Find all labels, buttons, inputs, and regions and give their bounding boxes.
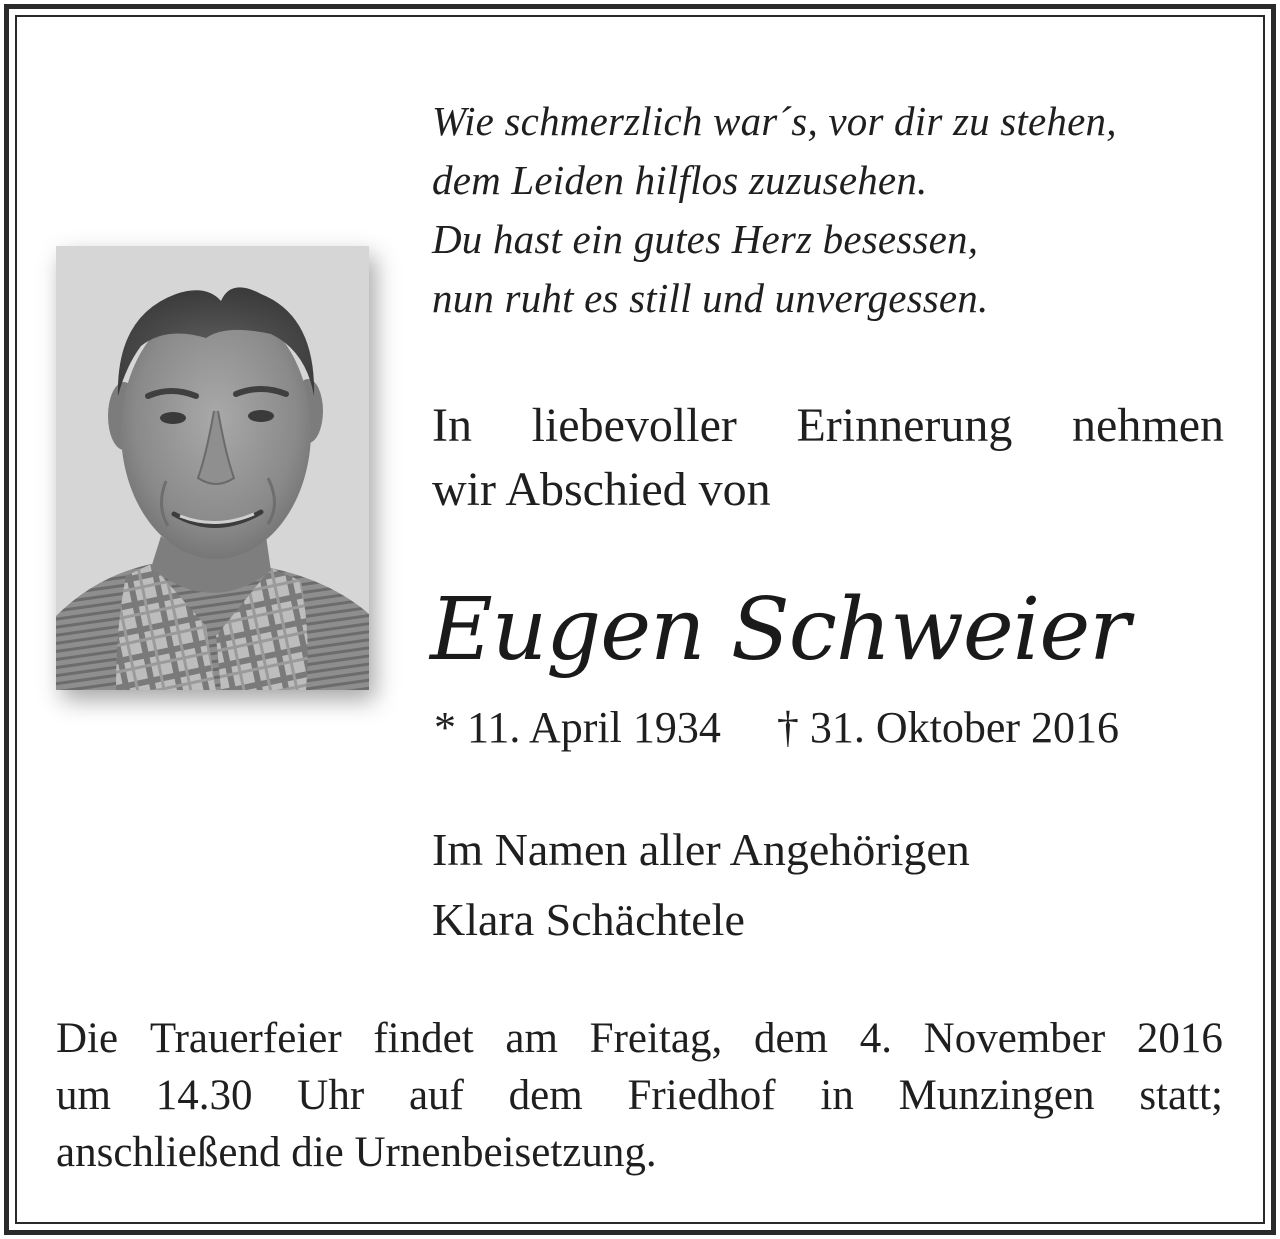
funeral-word: Freitag, bbox=[589, 1015, 723, 1062]
funeral-word: 14.30 bbox=[155, 1072, 253, 1119]
funeral-word: Munzingen bbox=[898, 1072, 1095, 1119]
birth-date: * 11. April 1934 bbox=[434, 703, 721, 752]
funeral-word: 2016 bbox=[1136, 1015, 1223, 1062]
intro-word: nehmen bbox=[1072, 399, 1224, 452]
funeral-word: statt; bbox=[1139, 1072, 1223, 1119]
poem-line: dem Leiden hilflos zuzusehen. bbox=[432, 157, 928, 203]
poem-line: Wie schmerzlich war´s, vor dir zu stehen, bbox=[432, 98, 1117, 144]
funeral-word: dem bbox=[508, 1072, 583, 1119]
funeral-line-2 bbox=[56, 1067, 1223, 1124]
funeral-notice bbox=[56, 1010, 1223, 1181]
intro-word: Erinnerung bbox=[796, 399, 1013, 452]
funeral-word: Friedhof bbox=[627, 1072, 776, 1119]
funeral-word: Trauerfeier bbox=[149, 1015, 342, 1062]
intro-line-1 bbox=[432, 394, 1224, 458]
intro-line-2: wir Abschied von bbox=[432, 463, 771, 516]
funeral-word: findet bbox=[373, 1015, 474, 1062]
signature-block bbox=[432, 820, 970, 950]
funeral-word: auf bbox=[408, 1072, 464, 1119]
intro-text bbox=[432, 394, 1224, 522]
portrait-illustration bbox=[56, 246, 369, 690]
intro-word: In bbox=[432, 399, 472, 452]
funeral-word: Die bbox=[56, 1015, 119, 1062]
funeral-word: 4. bbox=[859, 1015, 892, 1062]
funeral-word: um bbox=[56, 1072, 111, 1119]
signature-name: Klara Schächtele bbox=[432, 894, 745, 945]
funeral-word: in bbox=[820, 1072, 854, 1119]
life-dates bbox=[434, 700, 1119, 756]
funeral-line-3: anschließend die Urnenbeisetzung. bbox=[56, 1129, 657, 1176]
deceased-name: Eugen Schweier bbox=[430, 580, 1130, 680]
poem-line: nun ruht es still und unvergessen. bbox=[432, 275, 989, 321]
funeral-line-1 bbox=[56, 1010, 1223, 1067]
death-date: † 31. Oktober 2016 bbox=[776, 703, 1120, 752]
funeral-word: November bbox=[923, 1015, 1106, 1062]
funeral-word: am bbox=[505, 1015, 558, 1062]
signature-line-1: Im Namen aller Angehörigen bbox=[432, 824, 970, 875]
poem-line: Du hast ein gutes Herz besessen, bbox=[432, 216, 979, 262]
intro-word: liebevoller bbox=[531, 399, 737, 452]
funeral-word: dem bbox=[753, 1015, 828, 1062]
funeral-word: Uhr bbox=[297, 1072, 365, 1119]
poem bbox=[432, 92, 1232, 328]
portrait-photo bbox=[56, 246, 369, 690]
